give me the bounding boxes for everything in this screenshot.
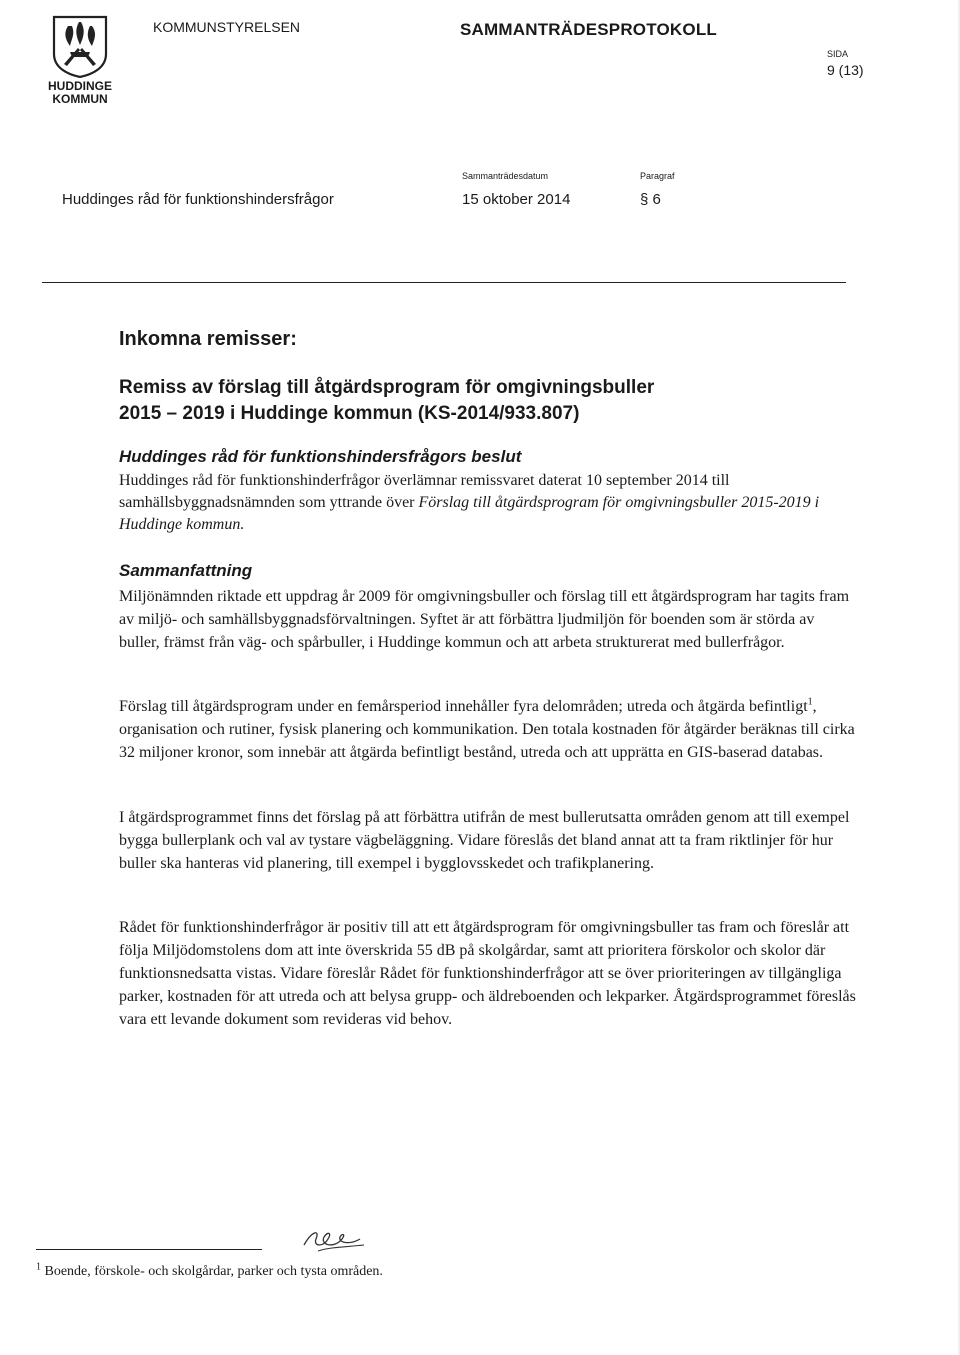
footnote [36,1261,383,1280]
office-name: KOMMUNSTYRELSEN [153,19,301,35]
document-type: SAMMANTRÄDESPROTOKOLL [460,20,717,39]
summary-paragraph-4: Rådet för funktionshinderfrågor är positiv till att ett åtgärdsprogram för omgivningsbuller tas fram och föreslår att följa Miljödomstolens dom att inte överskrida 55 dB på skolgårdar, samt att prioritera förskolor och skolor där funktionsnedsatta vistas. Vidare föreslår Rådet för funktionshinderfrågor att se över prioriteringen av tillgängliga parker, kostnaden för att utreda och att belysa grupp- och äldreboenden och lekparker. Åtgärdsprogrammet föreslås vara ett levande dokument som revideras vid behov. [119,919,856,1028]
remiss-title [119,375,819,427]
section-title: Inkomna remisser: [119,328,297,350]
footnote-marker: 1 [36,1261,41,1273]
page-number: 9 (13) [827,62,864,78]
page-label: SIDA [827,49,849,59]
decision-heading: Huddinges råd för funktionshindersfrågors beslut [119,447,522,466]
header-divider [42,282,846,283]
footnote-text: Boende, förskole- och skolgårdar, parker och tysta områden. [44,1264,383,1279]
paragraph-number: § 6 [640,191,661,208]
footnote-reference: 1 [807,696,813,708]
org-name-line1: HUDDINGE [47,79,112,93]
org-name-line2: KOMMUN [52,92,108,106]
meeting-date-label: Sammanträdesdatum [462,171,549,181]
remiss-title-line2: 2015 – 2019 i Huddinge kommun (KS-2014/933.807) [119,403,580,424]
summary-paragraph-3: I åtgärdsprogrammet finns det förslag på att förbättra utifrån de mest bullerutsatta områden genom att till exempel bygga bullerplank och val av tystare vägbeläggning. Vidare föreslås det bland annat att ta fram riktlinjer för hur buller ska hanteras vid planering, till exempel i bygglovsskedet och trafikplanering. [119,809,850,872]
summary-paragraph-2 [119,695,859,764]
summary-paragraph-2-end: , organisation och rutiner, fysisk planering och kommunikation. Den totala kostnaden för åtgärder beräknas till cirka 32 miljoner kronor, som innebär att åtgärda befintligt bestånd, utreda och att upprätta en GIS-baserad databas. [119,698,855,761]
summary-paragraph-1: Miljönämnden riktade ett uppdrag år 2009 för omgivningsbuller och förslag till ett åtgärdsprogram har tagits fram av miljö- och samhällsbyggnadsförvaltningen. Syftet är att förbättra ljudmiljön för boenden som är störda av buller, främst från väg- och spårbuller, i Huddinge kommun och att arbeta strukturerat med bullerfrågor. [119,588,850,651]
summary-heading: Sammanfattning [119,561,253,580]
decision-text [119,470,859,536]
huddinge-coat-of-arms-logo [50,14,110,78]
remiss-title-line1: Remiss av förslag till åtgärdsprogram för omgivningsbuller [119,377,655,398]
decision-text-document-title: Förslag till åtgärdsprogram för omgivningsbuller 2015-2019 i Huddinge kommun. [119,494,820,533]
org-name [44,80,116,106]
meeting-date: 15 oktober 2014 [462,191,571,208]
body-name: Huddinges råd för funktionshindersfrågor [62,191,334,208]
paragraph-label: Paragraf [640,171,675,181]
signature-initials [298,1225,370,1255]
footnote-divider [36,1249,262,1250]
summary-paragraph-2-start: Förslag till åtgärdsprogram under en femårsperiod innehåller fyra delområden; utreda och åtgärda befintligt [119,698,808,715]
decision-text-main: Huddinges råd för funktionshinderfrågor överlämnar remissvaret daterat 10 september 2014 till samhällsbyggnadsnämnden som yttrande över [119,472,730,511]
